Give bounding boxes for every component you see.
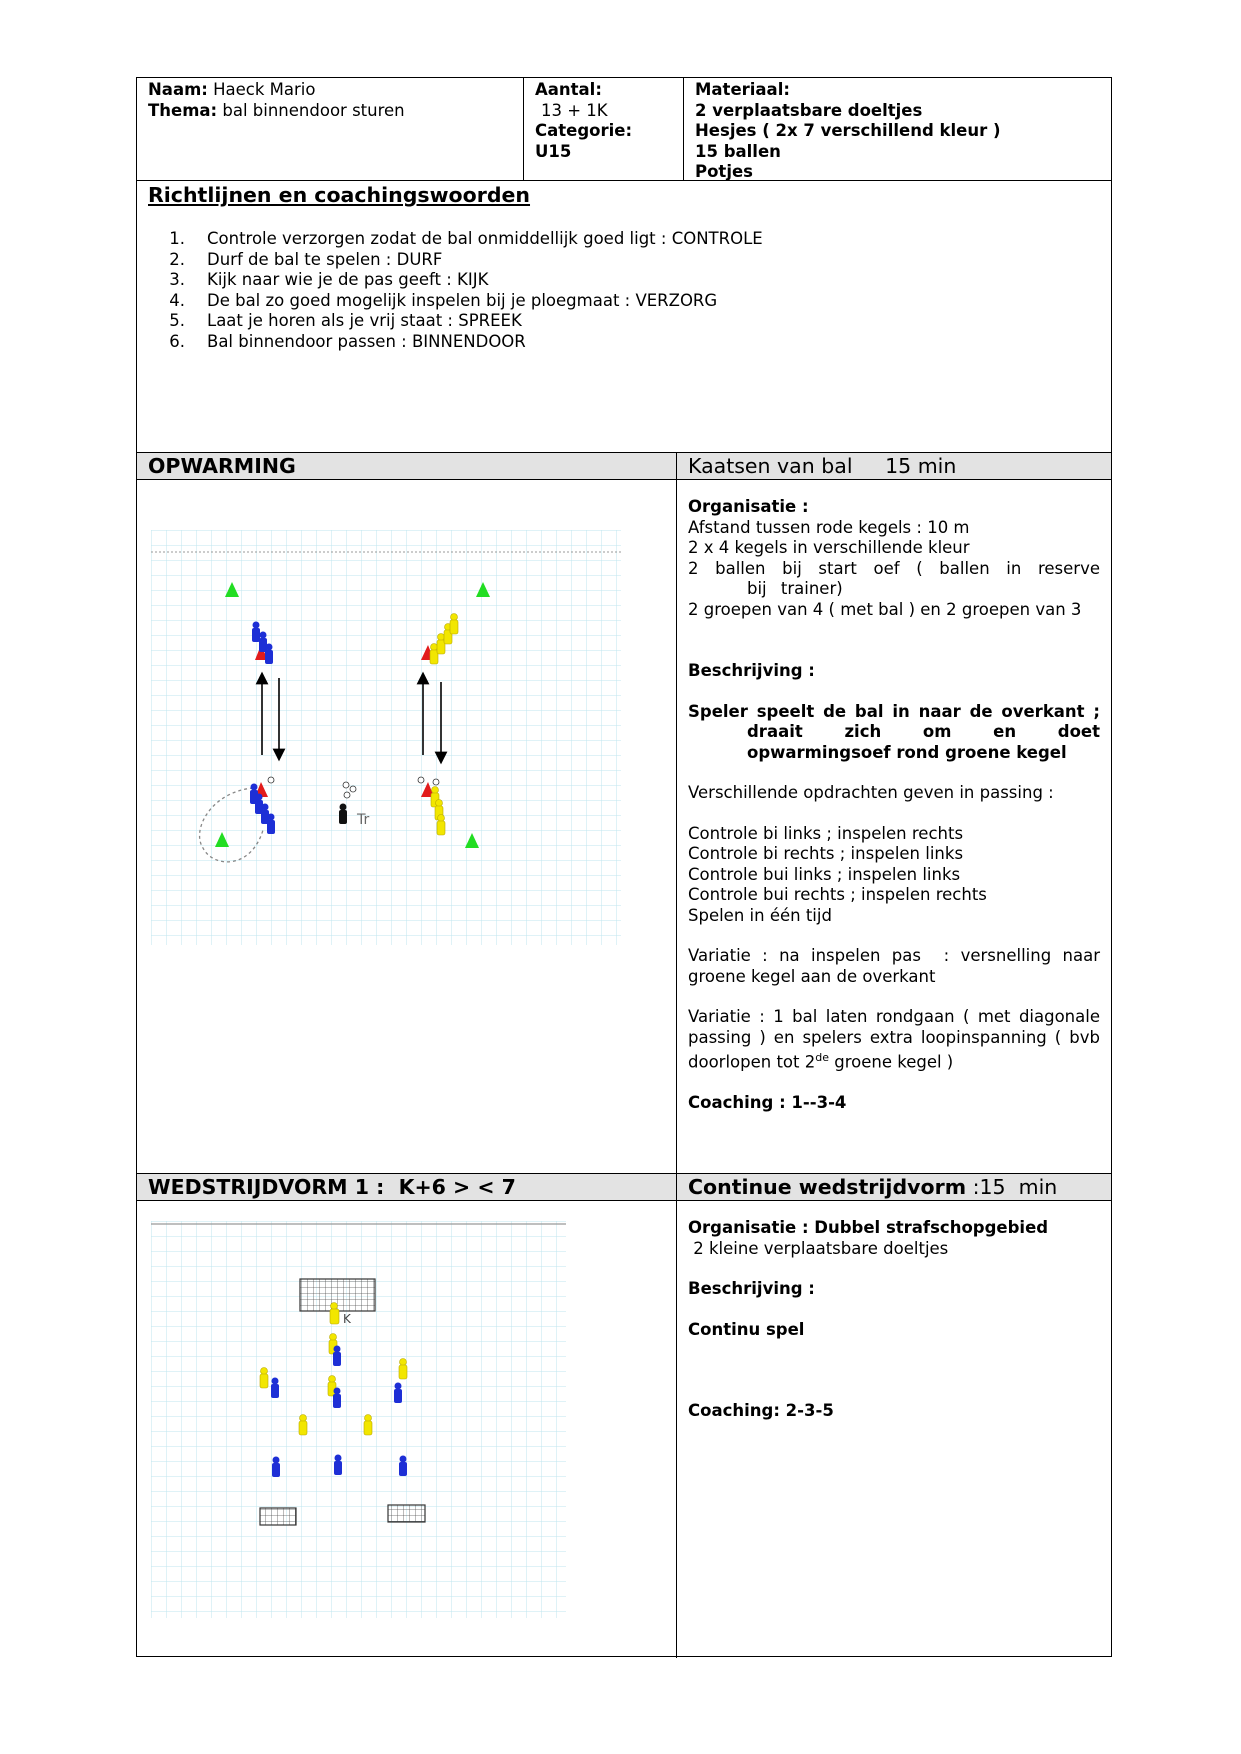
match-title-cell (137, 1174, 677, 1200)
warmup-opdracht: Controle bui rechts ; inspelen rechts (688, 885, 987, 904)
small-goal (260, 1508, 296, 1525)
naam-thema-cell (137, 78, 524, 180)
aantal-label: Aantal: (535, 80, 602, 99)
warmup-title-cell (137, 453, 677, 479)
warmup-desc: Speler speelt de bal in naar de overkant ; draait zich om en doet opwarmingsoef rond groene kegel (688, 701, 1100, 762)
warmup-opdracht: Controle bi rechts ; inspelen links (688, 844, 964, 863)
thema-value: bal binnendoor sturen (222, 100, 405, 120)
match-desc-label: Beschrijving : (688, 1279, 815, 1298)
grid-field (151, 530, 621, 945)
warmup-diagram (151, 530, 621, 945)
small-goal (388, 1505, 425, 1522)
materiaal-item: 2 verplaatsbare doeltjes (695, 100, 923, 120)
match-section (137, 1201, 1111, 1658)
guidelines-section (137, 181, 1111, 453)
warmup-org-line: Afstand tussen rode kegels : 10 m (688, 517, 970, 537)
trainer-figure (339, 804, 347, 825)
guideline-item: 4. De bal zo goed mogelijk inspelen bij je ploegmaat : VERZORG (169, 290, 718, 310)
warmup-opdracht: Controle bui links ; inspelen links (688, 864, 961, 884)
naam-label: Naam: (148, 80, 208, 99)
keeper-figure (330, 1303, 339, 1325)
materiaal-item: 15 ballen (695, 141, 781, 161)
warmup-org-line: 2 ballen bij start oef ( ballen in reserve bij trainer) (688, 558, 1100, 598)
match-diagram-cell (137, 1201, 677, 1658)
warmup-subtitle-cell (677, 453, 1111, 479)
match-subtitle: Continue wedstrijdvorm :15 min (688, 1175, 1058, 1199)
warmup-opdrachten-intro: Verschillende opdrachten geven in passing : (688, 783, 1054, 802)
categorie-value: U15 (535, 141, 572, 161)
materiaal-item: Potjes (695, 162, 753, 181)
warmup-opdracht: Spelen in één tijd (688, 905, 832, 925)
match-header (137, 1174, 1111, 1201)
match-subtitle-cell (677, 1174, 1111, 1200)
match-coaching: Coaching: 2-3-5 (688, 1401, 834, 1420)
match-desc: Continu spel (688, 1319, 805, 1339)
warmup-org-line: 2 groepen van 4 ( met bal ) en 2 groepen van 3 (688, 599, 1082, 619)
guideline-item: 1. Controle verzorgen zodat de bal onmiddellijk goed ligt : CONTROLE (169, 229, 763, 248)
warmup-org-line: 2 x 4 kegels in verschillende kleur (688, 538, 970, 557)
guideline-item: 5. Laat je horen als je vrij staat : SPREEK (169, 311, 522, 330)
training-sheet (136, 77, 1112, 1657)
header-row (137, 78, 1111, 181)
warmup-section (137, 480, 1111, 1174)
warmup-header (137, 453, 1111, 480)
warmup-text-cell (677, 480, 1111, 1173)
thema-label: Thema: (148, 100, 218, 120)
warmup-desc-label: Beschrijving : (688, 661, 815, 680)
guidelines-list (149, 229, 763, 352)
match-org-label: Organisatie : Dubbel strafschopgebied (688, 1218, 1049, 1237)
naam-value: Haeck Mario (213, 80, 316, 99)
warmup-diagram-cell (137, 480, 677, 1173)
trainer-label: Tr (357, 812, 370, 828)
categorie-label: Categorie: (535, 121, 633, 140)
match-diagram (151, 1221, 566, 1618)
warmup-title: OPWARMING (148, 454, 296, 478)
aantal-cell (524, 78, 684, 180)
guideline-item: 3. Kijk naar wie je de pas geeft : KIJK (169, 270, 489, 289)
guidelines-title: Richtlijnen en coachingswoorden (148, 183, 531, 207)
match-title: WEDSTRIJDVORM 1 : K+6 > < 7 (148, 1175, 516, 1199)
guideline-item: 6. Bal binnendoor passen : BINNENDOOR (169, 331, 526, 351)
warmup-variatie-2: Variatie : 1 bal laten rondgaan ( met diagonale passing ) en spelers extra loopinspanning ( bvb doorlopen tot 2de groene kegel ) (688, 1007, 1100, 1072)
warmup-opdracht: Controle bi links ; inspelen rechts (688, 823, 964, 843)
materiaal-label: Materiaal: (695, 80, 790, 99)
materiaal-cell (684, 78, 1111, 180)
guideline-item: 2. Durf de bal te spelen : DURF (169, 249, 443, 269)
aantal-value: 13 + 1K (541, 100, 608, 120)
warmup-variatie-1: Variatie : na inspelen pas : versnelling naar groene kegel aan de overkant (688, 946, 1106, 986)
keeper-label: K (343, 1312, 351, 1326)
materiaal-item: Hesjes ( 2x 7 verschillend kleur ) (695, 121, 1001, 140)
match-org-line: 2 kleine verplaatsbare doeltjes (688, 1238, 949, 1258)
warmup-org-label: Organisatie : (688, 497, 809, 516)
warmup-subtitle: Kaatsen van bal 15 min (688, 454, 957, 478)
match-text-cell (677, 1201, 1111, 1658)
warmup-coaching: Coaching : 1--3-4 (688, 1093, 847, 1112)
